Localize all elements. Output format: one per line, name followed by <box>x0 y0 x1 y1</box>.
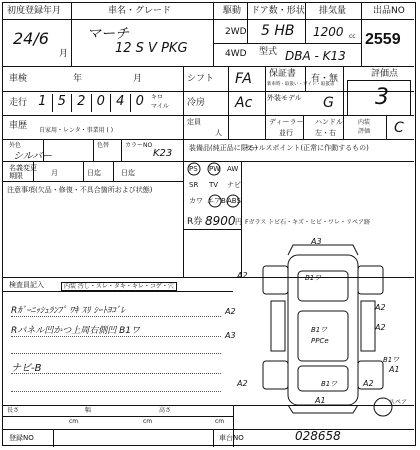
notes-label: 注意事項(欠品・修復・不具合箇所および状態) <box>7 186 153 194</box>
mileage-digit: 0 <box>92 94 112 112</box>
color-no-value: K23 <box>153 148 173 159</box>
history-label: 車歴 <box>9 121 28 131</box>
chassis-value: 028658 <box>295 429 341 443</box>
equipment-ps: PS <box>189 165 198 173</box>
damage-label: B1ワ <box>321 380 338 388</box>
damage-label: A2 <box>237 379 248 388</box>
damage-label: PPCe <box>311 337 329 345</box>
width-cm: cm <box>143 418 153 425</box>
equipment-pw: PW <box>209 165 221 173</box>
damage-label: A3 <box>225 331 236 340</box>
first-reg-label: 初度登録年月 <box>7 6 62 16</box>
title-doc-label: 名義変更 <box>9 164 37 172</box>
damage-label: A3 <box>311 237 322 246</box>
equipment-abs: ABS <box>227 197 241 205</box>
reg-no-label: 登録NO <box>9 434 34 442</box>
inspection-note-2: Rパネル凹かつ上周右側凹 B1ワ <box>11 326 141 336</box>
width-label: 幅 <box>85 407 92 414</box>
interior-label: 内装 <box>358 119 371 126</box>
shaken-month: 月 <box>133 74 143 84</box>
chassis-label: 車台NO <box>219 434 244 442</box>
door-shape-value: 5 HB <box>261 23 295 39</box>
score-value: 3 <box>375 85 389 110</box>
cc-unit: cc <box>349 33 356 40</box>
color-no-label: カラーNO <box>125 142 153 149</box>
shaken-year: 年 <box>73 74 83 84</box>
damage-label: A2 <box>363 379 374 388</box>
car-name: マーチ <box>87 26 129 42</box>
displacement-label: 排気量 <box>319 6 347 16</box>
km-label: キロ <box>151 94 164 101</box>
first-reg-value: 24/6 <box>13 29 49 48</box>
recycle-unit: 円 <box>235 218 242 226</box>
damage-label: A2 <box>375 323 386 332</box>
recycle-options: Fガラス トビ石・キズ・ヒビ・ワレ・リペア跡 <box>245 219 370 226</box>
drive-4wd: 4WD <box>225 49 247 59</box>
inner-color-label: 色替 <box>97 142 110 149</box>
mileage-digits <box>33 94 149 112</box>
history-options: 自家用・レンタ・事業用 ( ) <box>39 127 114 134</box>
drive-2wd: 2WD <box>225 27 247 37</box>
recycle-label: R券 <box>187 217 203 227</box>
mile-label: マイル <box>151 103 169 110</box>
mileage-digit: 0 <box>135 94 144 109</box>
deadline-month: 月 <box>51 169 58 177</box>
date-label: 日迄 <box>87 169 101 177</box>
length-label: 長さ <box>7 407 20 414</box>
mileage-label: 走行 <box>9 98 28 108</box>
exterior-label: 外装モデル <box>267 94 302 102</box>
recycle-value: 8900 <box>205 214 236 228</box>
spare-label: スペア <box>389 399 408 406</box>
equipment-sr: SR <box>189 181 199 189</box>
warranty-label: 保証書 <box>269 69 297 79</box>
shift-label: シフト <box>187 74 215 84</box>
ref-label: 日迄 <box>121 169 135 177</box>
grade: 12 S V PKG <box>115 41 188 56</box>
dealer-label: ディーラー <box>269 118 304 126</box>
inspection-note-3: ナビ-B <box>11 363 42 374</box>
mileage-digit: 4 <box>111 94 131 112</box>
mileage-digit: 5 <box>53 94 73 112</box>
deadline-label: 期限 <box>9 172 23 180</box>
interior-eval-label: 評価 <box>358 128 371 135</box>
equipment-circles <box>187 161 243 217</box>
inspection-header: 検査員記入 <box>9 281 44 289</box>
equipment-tv: TV <box>209 181 219 189</box>
sales-point-label: セールスポイント(正常に作動するもの) <box>245 144 369 152</box>
model-value: DBA - K13 <box>285 49 346 63</box>
damage-label: A2 <box>375 303 386 312</box>
exterior-value: G <box>323 95 334 111</box>
damage-label: B1ワ <box>311 326 328 334</box>
listing-no-value: 2559 <box>365 31 401 48</box>
color-value: シルバー <box>13 151 53 162</box>
equipment-navi: ナビ <box>227 181 241 189</box>
door-shape-label: ドア数・形状 <box>251 6 305 16</box>
capacity-label: 定員 <box>187 118 201 126</box>
height-label: 高さ <box>159 407 172 414</box>
shift-value: FA <box>235 71 252 87</box>
damage-label: A1 <box>389 365 400 374</box>
inspection-header-options: 内装 汚し・スレ・タキ・キレ・コゲ・穴 <box>61 282 177 291</box>
height-cm: cm <box>215 418 225 425</box>
model-label: 型式 <box>259 47 278 57</box>
score-label: 評価点 <box>371 69 399 79</box>
handle-value: 左・右 <box>315 129 336 137</box>
auction-sheet <box>2 2 416 446</box>
shaken-label: 車検 <box>9 74 28 84</box>
equipment-label: 装備品(純正品に限る) <box>189 144 258 152</box>
first-reg-unit: 月 <box>59 49 69 59</box>
equipment-aw: AW <box>227 165 239 173</box>
mileage-digit: 2 <box>72 94 92 112</box>
listing-no-label: 出品NO <box>373 6 405 16</box>
length-cm: cm <box>69 418 79 425</box>
inspection-note-1: Rｶﾞｰﾆｯｼｭﾗﾝﾌﾟ ﾜｷ ｽﾘ ｼｰﾄﾖｺﾞﾚ <box>11 306 125 316</box>
damage-label: A2 <box>237 271 248 280</box>
aircon-label: 冷房 <box>187 98 206 108</box>
damage-label: A2 <box>225 307 236 316</box>
damage-label: A1 <box>315 396 326 405</box>
parallel-label: 並行 <box>279 129 293 137</box>
equipment-airbag: エアB <box>207 197 226 205</box>
damage-label: B1ワ <box>305 274 322 282</box>
displacement-value: 1200 <box>313 25 344 39</box>
capacity-people: 人 <box>215 129 222 137</box>
interior-value: C <box>394 120 404 136</box>
mileage-digit: 1 <box>33 94 53 112</box>
color-label: 外色 <box>9 142 22 149</box>
car-diagram <box>243 231 413 431</box>
warranty-yes-no: 有・無 <box>311 74 339 84</box>
aircon-value: Ac <box>235 95 253 111</box>
drive-label: 駆動 <box>223 6 242 16</box>
name-grade-label: 車名・グレード <box>108 6 172 16</box>
handle-label: ハンドル <box>315 118 343 126</box>
warranty-sub: 新車時・取扱い・ガイド・取扱書 <box>267 82 335 87</box>
equipment-leather: カワ <box>189 197 203 205</box>
damage-label: B1ワ <box>383 356 400 364</box>
